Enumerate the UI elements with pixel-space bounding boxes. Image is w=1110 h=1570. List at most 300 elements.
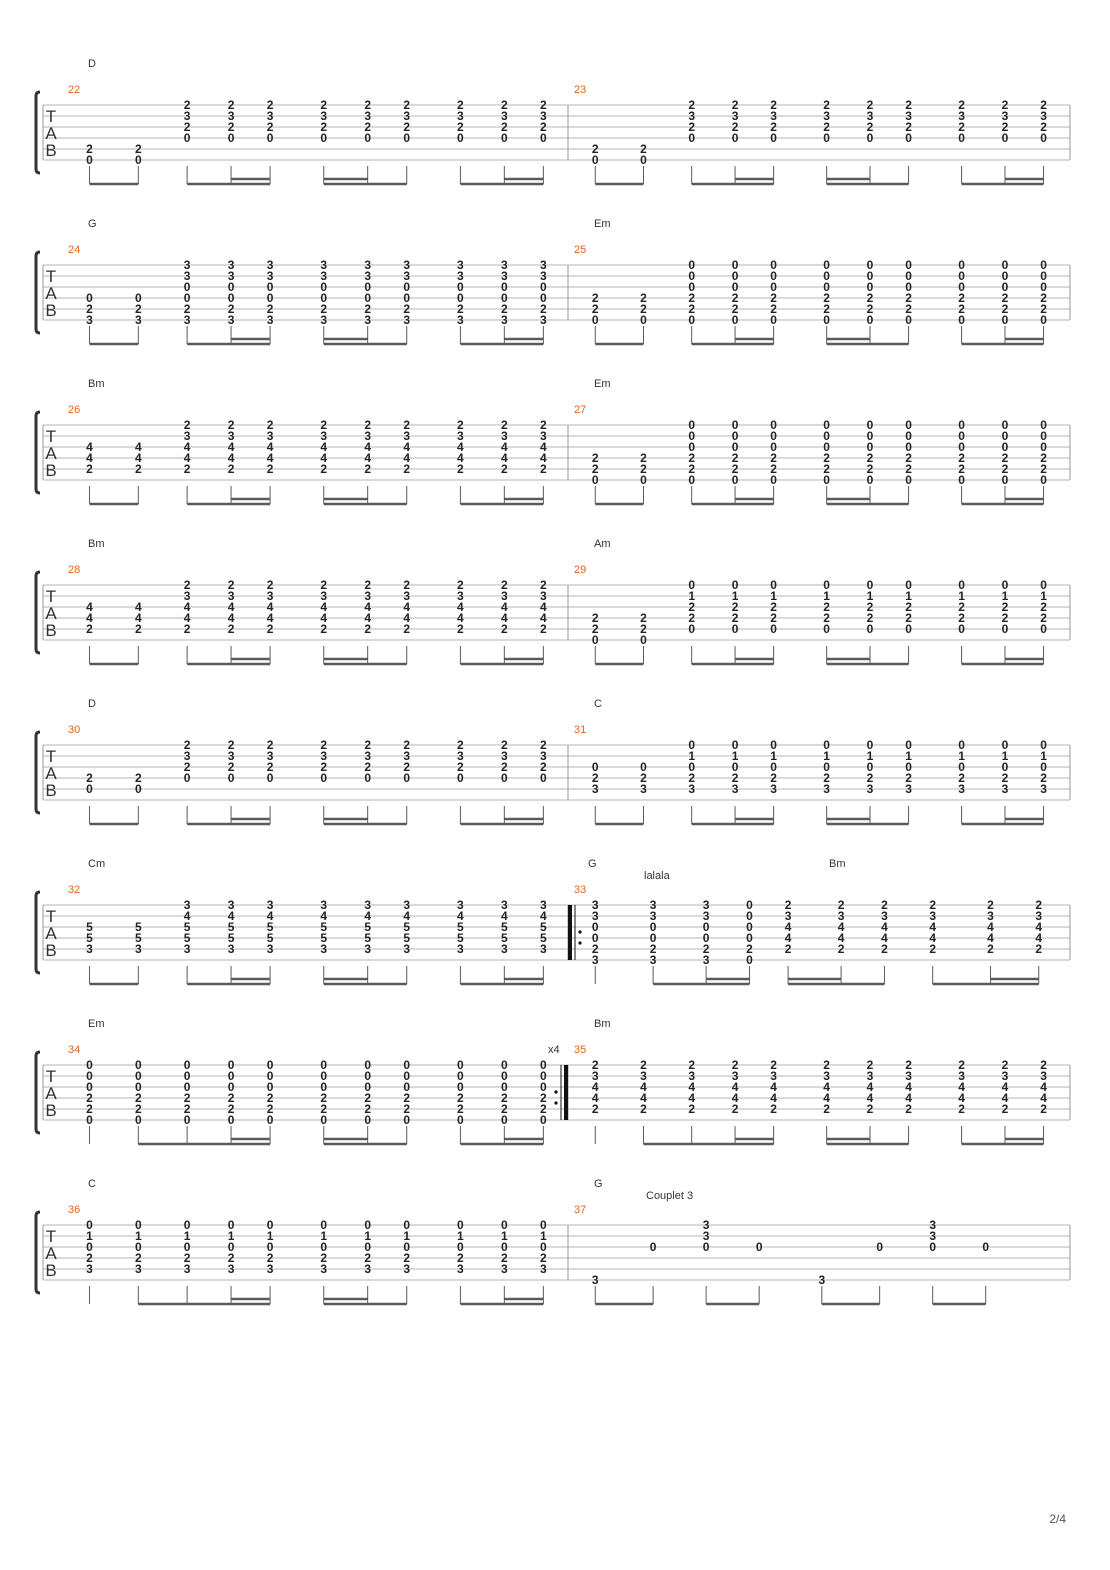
fret-number: 2 <box>1001 462 1009 476</box>
fret-number: 0 <box>1040 280 1047 294</box>
fret-number: 2 <box>134 302 142 316</box>
fret-number: 0 <box>755 1240 763 1254</box>
fret-number: 2 <box>837 942 845 956</box>
system-bracket <box>36 732 40 813</box>
fret-number: 3 <box>500 749 508 763</box>
fret-number: 0 <box>183 1113 191 1127</box>
fret-number: 3 <box>770 1069 777 1083</box>
fret-number: 0 <box>905 622 912 636</box>
fret-number: 0 <box>134 782 142 796</box>
fret-number: 2 <box>770 611 777 625</box>
fret-number: 0 <box>591 313 599 327</box>
fret-number: 2 <box>591 291 599 305</box>
fret-number: 0 <box>1001 269 1009 283</box>
fret-number: 1 <box>227 1229 235 1243</box>
fret-number: 0 <box>591 633 599 647</box>
fret-number: 0 <box>403 1218 411 1232</box>
fret-number: 2 <box>320 578 328 592</box>
fret-number: 3 <box>364 429 372 443</box>
fret-number: 0 <box>591 931 599 945</box>
fret-number: 0 <box>403 1240 411 1254</box>
fret-number: 2 <box>784 942 792 956</box>
fret-number: 5 <box>500 920 508 934</box>
fret-number: 2 <box>688 120 696 134</box>
fret-number: 2 <box>403 738 411 752</box>
fret-number: 0 <box>1001 578 1009 592</box>
fret-number: 0 <box>1040 440 1047 454</box>
chord-name: Em <box>88 1018 105 1030</box>
fret-number: 0 <box>866 760 874 774</box>
repeat-dot <box>554 1101 557 1104</box>
fret-number: 3 <box>591 1273 599 1287</box>
fret-number: 2 <box>591 1102 599 1116</box>
fret-number: 1 <box>770 749 777 763</box>
fret-number: 0 <box>688 269 696 283</box>
fret-number: 2 <box>403 622 411 636</box>
fret-number: 0 <box>876 1240 884 1254</box>
tab-clef-letter: T <box>45 1227 57 1246</box>
fret-number: 2 <box>823 771 830 785</box>
fret-number: 3 <box>540 269 547 283</box>
fret-number: 1 <box>540 1229 547 1243</box>
chord-name: Em <box>594 378 611 390</box>
fret-number: 3 <box>500 109 508 123</box>
fret-number: 2 <box>731 451 739 465</box>
fret-number: 2 <box>266 302 274 316</box>
fret-number: 0 <box>591 473 599 487</box>
fret-number: 0 <box>1040 313 1047 327</box>
fret-number: 4 <box>881 920 888 934</box>
fret-number: 4 <box>1040 1080 1047 1094</box>
fret-number: 2 <box>403 760 411 774</box>
fret-number: 3 <box>134 313 142 327</box>
fret-number: 2 <box>905 771 912 785</box>
fret-number: 0 <box>364 291 372 305</box>
fret-number: 1 <box>364 1229 372 1243</box>
fret-number: 3 <box>364 942 372 956</box>
fret-number: 3 <box>266 749 274 763</box>
fret-number: 0 <box>958 131 965 145</box>
measure-number: 25 <box>574 244 587 256</box>
fret-number: 3 <box>649 953 657 967</box>
fret-number: 5 <box>183 920 191 934</box>
fret-number: 4 <box>364 600 372 614</box>
fret-number: 3 <box>134 942 142 956</box>
fret-number: 2 <box>134 1102 142 1116</box>
fret-number: 3 <box>1001 1069 1009 1083</box>
fret-number: 0 <box>731 473 739 487</box>
fret-number: 3 <box>266 269 274 283</box>
fret-number: 2 <box>86 1251 93 1265</box>
fret-number: 0 <box>731 738 739 752</box>
fret-number: 0 <box>540 771 547 785</box>
fret-number: 2 <box>227 760 235 774</box>
fret-number: 3 <box>86 942 93 956</box>
fret-number: 0 <box>183 771 191 785</box>
fret-number: 0 <box>905 280 912 294</box>
fret-number: 3 <box>591 909 599 923</box>
fret-number: 3 <box>403 942 411 956</box>
fret-number: 2 <box>320 462 328 476</box>
tab-clef-letter: T <box>45 907 57 926</box>
tab-clef-letter: T <box>45 427 57 446</box>
fret-number: 2 <box>227 418 235 432</box>
fret-number: 2 <box>1040 600 1047 614</box>
fret-number: 0 <box>640 153 647 167</box>
fret-number: 2 <box>591 771 599 785</box>
fret-number: 0 <box>958 473 965 487</box>
tab-clef-letter: A <box>45 604 57 623</box>
fret-number: 2 <box>866 1058 874 1072</box>
fret-number: 2 <box>364 418 372 432</box>
fret-number: 2 <box>364 760 372 774</box>
fret-number: 0 <box>1001 313 1009 327</box>
fret-number: 2 <box>266 418 274 432</box>
fret-number: 3 <box>591 782 599 796</box>
lyric-text: lalala <box>644 870 670 882</box>
fret-number: 5 <box>540 920 547 934</box>
fret-number: 5 <box>364 931 372 945</box>
tab-clef-letter: B <box>45 621 57 640</box>
fret-number: 0 <box>1040 131 1047 145</box>
fret-number: 3 <box>183 1262 191 1276</box>
fret-number: 3 <box>905 782 912 796</box>
fret-number: 4 <box>770 1091 777 1105</box>
fret-number: 2 <box>86 1091 93 1105</box>
fret-number: 0 <box>1001 473 1009 487</box>
fret-number: 3 <box>818 1273 826 1287</box>
fret-number: 4 <box>731 1091 739 1105</box>
fret-number: 4 <box>403 611 411 625</box>
fret-number: 0 <box>457 1058 464 1072</box>
fret-number: 4 <box>134 611 142 625</box>
fret-number: 2 <box>640 622 647 636</box>
fret-number: 4 <box>227 451 235 465</box>
fret-number: 2 <box>227 1102 235 1116</box>
fret-number: 2 <box>403 578 411 592</box>
fret-number: 2 <box>183 1251 191 1265</box>
fret-number: 3 <box>540 942 547 956</box>
fret-number: 3 <box>640 782 647 796</box>
fret-number: 2 <box>591 942 599 956</box>
fret-number: 3 <box>929 1229 937 1243</box>
fret-number: 2 <box>500 622 508 636</box>
fret-number: 2 <box>86 462 93 476</box>
fret-number: 2 <box>540 462 547 476</box>
fret-number: 3 <box>403 589 411 603</box>
fret-number: 0 <box>770 418 777 432</box>
fret-number: 4 <box>183 600 191 614</box>
fret-number: 3 <box>227 942 235 956</box>
fret-number: 1 <box>183 1229 191 1243</box>
fret-number: 2 <box>266 760 274 774</box>
fret-number: 2 <box>266 462 274 476</box>
tab-clef-letter: T <box>45 107 57 126</box>
fret-number: 0 <box>403 1069 411 1083</box>
fret-number: 4 <box>866 1080 874 1094</box>
fret-number: 0 <box>866 418 874 432</box>
fret-number: 0 <box>688 578 696 592</box>
fret-number: 0 <box>823 429 830 443</box>
fret-number: 4 <box>403 440 411 454</box>
fret-number: 0 <box>731 578 739 592</box>
fret-number: 0 <box>266 1080 274 1094</box>
fret-number: 0 <box>688 313 696 327</box>
fret-number: 0 <box>688 622 696 636</box>
fret-number: 3 <box>929 1218 937 1232</box>
fret-number: 0 <box>266 291 274 305</box>
fret-number: 1 <box>86 1229 93 1243</box>
fret-number: 2 <box>1040 1102 1047 1116</box>
fret-number: 2 <box>457 462 464 476</box>
fret-number: 0 <box>457 771 464 785</box>
tab-clef-letter: B <box>45 1261 57 1280</box>
fret-number: 0 <box>591 760 599 774</box>
fret-number: 0 <box>134 1240 142 1254</box>
fret-number: 0 <box>823 440 830 454</box>
fret-number: 3 <box>457 429 464 443</box>
fret-number: 3 <box>591 898 599 912</box>
tab-clef-letter: T <box>45 587 57 606</box>
fret-number: 4 <box>364 451 372 465</box>
fret-number: 0 <box>320 280 328 294</box>
fret-number: 3 <box>702 898 710 912</box>
measure-number: 27 <box>574 404 587 416</box>
fret-number: 2 <box>688 291 696 305</box>
fret-number: 0 <box>770 269 777 283</box>
fret-number: 0 <box>183 1240 191 1254</box>
fret-number: 0 <box>591 920 599 934</box>
fret-number: 2 <box>1001 771 1009 785</box>
fret-number: 0 <box>364 1058 372 1072</box>
fret-number: 2 <box>364 1091 372 1105</box>
fret-number: 0 <box>688 131 696 145</box>
fret-number: 4 <box>770 1080 777 1094</box>
fret-number: 4 <box>591 1080 599 1094</box>
fret-number: 0 <box>688 738 696 752</box>
fret-number: 2 <box>183 760 191 774</box>
fret-number: 3 <box>591 1069 599 1083</box>
fret-number: 2 <box>183 462 191 476</box>
fret-number: 1 <box>688 589 696 603</box>
fret-number: 2 <box>1001 451 1009 465</box>
fret-number: 0 <box>591 153 599 167</box>
fret-number: 3 <box>649 909 657 923</box>
fret-number: 2 <box>500 1251 508 1265</box>
fret-number: 4 <box>640 1080 647 1094</box>
fret-number: 2 <box>731 291 739 305</box>
fret-number: 2 <box>364 1251 372 1265</box>
fret-number: 2 <box>1040 120 1047 134</box>
fret-number: 0 <box>746 920 753 934</box>
fret-number: 3 <box>770 782 777 796</box>
repeat-count: x4 <box>548 1044 560 1056</box>
fret-number: 4 <box>183 909 191 923</box>
fret-number: 1 <box>320 1229 328 1243</box>
fret-number: 3 <box>457 313 464 327</box>
fret-number: 2 <box>403 462 411 476</box>
fret-number: 0 <box>688 258 696 272</box>
fret-number: 4 <box>227 909 235 923</box>
fret-number: 0 <box>134 1113 142 1127</box>
fret-number: 0 <box>134 153 142 167</box>
fret-number: 2 <box>500 302 508 316</box>
tab-clef-letter: A <box>45 764 57 783</box>
fret-number: 5 <box>500 931 508 945</box>
fret-number: 0 <box>227 1080 235 1094</box>
fret-number: 2 <box>591 142 599 156</box>
fret-number: 0 <box>866 269 874 283</box>
fret-number: 0 <box>266 1058 274 1072</box>
fret-number: 0 <box>866 258 874 272</box>
fret-number: 4 <box>266 611 274 625</box>
tab-clef-letter: B <box>45 461 57 480</box>
fret-number: 5 <box>403 931 411 945</box>
fret-number: 1 <box>1040 589 1047 603</box>
fret-number: 0 <box>702 1240 710 1254</box>
fret-number: 3 <box>227 1262 235 1276</box>
fret-number: 3 <box>881 909 888 923</box>
fret-number: 0 <box>500 1113 508 1127</box>
fret-number: 0 <box>320 1113 328 1127</box>
fret-number: 0 <box>134 1218 142 1232</box>
fret-number: 2 <box>266 578 274 592</box>
fret-number: 2 <box>86 771 93 785</box>
fret-number: 3 <box>540 313 547 327</box>
fret-number: 2 <box>500 578 508 592</box>
fret-number: 0 <box>905 269 912 283</box>
fret-number: 0 <box>227 1113 235 1127</box>
fret-number: 2 <box>1001 291 1009 305</box>
fret-number: 4 <box>364 440 372 454</box>
fret-number: 0 <box>320 291 328 305</box>
fret-number: 2 <box>958 611 965 625</box>
fret-number: 2 <box>1040 1058 1047 1072</box>
fret-number: 0 <box>905 429 912 443</box>
fret-number: 0 <box>958 622 965 636</box>
fret-number: 2 <box>403 1251 411 1265</box>
fret-number: 5 <box>540 931 547 945</box>
fret-number: 3 <box>364 1262 372 1276</box>
measure-number: 30 <box>68 724 81 736</box>
fret-number: 0 <box>183 280 191 294</box>
fret-number: 2 <box>134 622 142 636</box>
fret-number: 2 <box>958 1058 965 1072</box>
fret-number: 0 <box>1040 473 1047 487</box>
fret-number: 0 <box>1001 280 1009 294</box>
fret-number: 3 <box>364 589 372 603</box>
fret-number: 3 <box>364 898 372 912</box>
fret-number: 3 <box>320 942 328 956</box>
fret-number: 2 <box>929 898 937 912</box>
fret-number: 0 <box>500 1218 508 1232</box>
fret-number: 0 <box>540 1240 547 1254</box>
fret-number: 1 <box>134 1229 142 1243</box>
fret-number: 4 <box>266 451 274 465</box>
fret-number: 2 <box>837 898 845 912</box>
fret-number: 2 <box>823 462 830 476</box>
fret-number: 2 <box>86 142 93 156</box>
fret-number: 4 <box>500 451 508 465</box>
fret-number: 4 <box>320 451 328 465</box>
fret-number: 4 <box>320 600 328 614</box>
fret-number: 3 <box>86 1262 93 1276</box>
fret-number: 2 <box>958 120 965 134</box>
fret-number: 4 <box>134 600 142 614</box>
fret-number: 0 <box>746 909 753 923</box>
fret-number: 3 <box>227 429 235 443</box>
tab-clef-letter: A <box>45 924 57 943</box>
fret-number: 2 <box>770 462 777 476</box>
fret-number: 0 <box>866 313 874 327</box>
fret-number: 0 <box>688 429 696 443</box>
fret-number: 5 <box>86 920 93 934</box>
fret-number: 2 <box>540 98 547 112</box>
fret-number: 2 <box>320 98 328 112</box>
fret-number: 2 <box>866 302 874 316</box>
fret-number: 2 <box>823 302 830 316</box>
fret-number: 2 <box>688 771 696 785</box>
fret-number: 2 <box>640 1102 647 1116</box>
fret-number: 0 <box>1001 738 1009 752</box>
fret-number: 3 <box>540 258 547 272</box>
fret-number: 2 <box>688 98 696 112</box>
fret-number: 3 <box>500 898 508 912</box>
fret-number: 4 <box>86 440 93 454</box>
fret-number: 0 <box>649 1240 657 1254</box>
fret-number: 0 <box>1040 418 1047 432</box>
fret-number: 2 <box>183 578 191 592</box>
fret-number: 3 <box>540 749 547 763</box>
fret-number: 4 <box>457 451 464 465</box>
fret-number: 5 <box>227 931 235 945</box>
fret-number: 0 <box>364 1080 372 1094</box>
fret-number: 0 <box>731 440 739 454</box>
fret-number: 3 <box>731 1069 739 1083</box>
fret-number: 5 <box>364 920 372 934</box>
fret-number: 2 <box>134 1091 142 1105</box>
fret-number: 4 <box>688 1080 696 1094</box>
tab-clef-letter: B <box>45 301 57 320</box>
fret-number: 2 <box>183 98 191 112</box>
fret-number: 0 <box>183 1218 191 1232</box>
fret-number: 5 <box>183 931 191 945</box>
fret-number: 0 <box>403 1080 411 1094</box>
fret-number: 3 <box>134 1262 142 1276</box>
fret-number: 2 <box>823 611 830 625</box>
fret-number: 3 <box>688 109 696 123</box>
fret-number: 2 <box>320 418 328 432</box>
measure-number: 32 <box>68 884 81 896</box>
fret-number: 2 <box>770 451 777 465</box>
measure-number: 34 <box>68 1044 81 1056</box>
tab-clef-letter: A <box>45 444 57 463</box>
fret-number: 2 <box>403 418 411 432</box>
fret-number: 2 <box>540 738 547 752</box>
fret-number: 4 <box>364 611 372 625</box>
fret-number: 2 <box>227 738 235 752</box>
fret-number: 2 <box>183 120 191 134</box>
fret-number: 2 <box>266 622 274 636</box>
fret-number: 0 <box>746 931 753 945</box>
fret-number: 2 <box>540 1091 547 1105</box>
fret-number: 4 <box>266 440 274 454</box>
fret-number: 0 <box>702 931 710 945</box>
fret-number: 2 <box>227 462 235 476</box>
fret-number: 0 <box>227 291 235 305</box>
fret-number: 3 <box>183 269 191 283</box>
fret-number: 0 <box>1040 269 1047 283</box>
